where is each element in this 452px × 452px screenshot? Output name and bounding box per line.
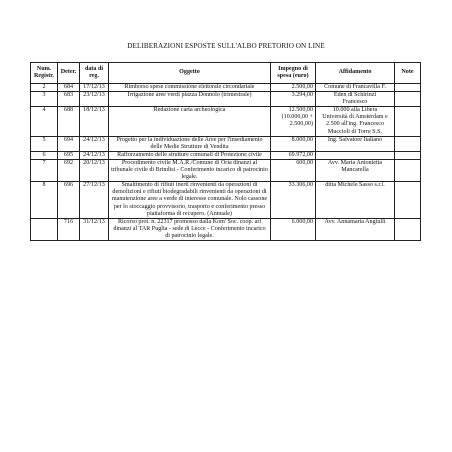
cell-impegno: 2.500,00 — [271, 84, 316, 92]
cell-data: 17/12/13 — [80, 84, 109, 92]
cell-deter: 692 — [58, 159, 80, 181]
cell-oggetto: Progetto per la individuazione delle Aree per l'insediamento delle Medie Strutture di Vendita — [109, 136, 271, 151]
cell-affidamento: Comune di Francavilla F. — [316, 84, 395, 92]
table-row — [31, 107, 421, 136]
cell-affidamento: Avv. Maria Antonietta Mancarella — [316, 159, 395, 181]
table-row — [31, 136, 421, 151]
cell-affidamento — [316, 151, 395, 159]
cell-impegno: 12.500,00 (10.000,00 + 2.500,00) — [271, 107, 316, 136]
cell-note — [395, 84, 421, 92]
cell-affidamento: 10.000 alla Libera Università di Amsterdam e 2.500 all'ing. Francesco Muccioli di Torre S.S. — [316, 107, 395, 136]
cell-deter: 694 — [58, 136, 80, 151]
cell-num: 2 — [31, 84, 58, 92]
cell-impegno: 3.294,00 — [271, 92, 316, 107]
cell-note — [395, 136, 421, 151]
cell-impegno: 33.306,00 — [271, 182, 316, 218]
cell-deter: 696 — [58, 182, 80, 218]
cell-num — [31, 218, 58, 240]
cell-num: 5 — [31, 136, 58, 151]
table-row — [31, 182, 421, 218]
cell-num: 8 — [31, 182, 58, 218]
cell-affidamento: Eden di Schirinzi Francesco — [316, 92, 395, 107]
header-oggetto: Oggetto — [109, 63, 271, 84]
table-body — [31, 84, 421, 241]
header-num: Num. Registr. — [31, 63, 58, 84]
cell-num: 4 — [31, 107, 58, 136]
cell-note — [395, 218, 421, 240]
cell-note — [395, 182, 421, 218]
cell-impegno: 69.972,00 — [271, 151, 316, 159]
cell-num: 6 — [31, 151, 58, 159]
cell-data: 23/12/13 — [80, 92, 109, 107]
cell-oggetto: Redazione carta archeologica — [109, 107, 271, 136]
cell-deter: 716 — [58, 218, 80, 240]
cell-data: 20/12/13 — [80, 159, 109, 181]
deliberations-table — [30, 62, 421, 241]
cell-note — [395, 151, 421, 159]
header-data: data di reg. — [80, 63, 109, 84]
header-row — [31, 63, 421, 84]
cell-data: 24/12/13 — [80, 151, 109, 159]
header-deter: Deter. — [58, 63, 80, 84]
cell-note — [395, 159, 421, 181]
table-row — [31, 151, 421, 159]
cell-note — [395, 92, 421, 107]
table-row — [31, 92, 421, 107]
cell-data: 27/12/13 — [80, 182, 109, 218]
cell-note — [395, 107, 421, 136]
cell-deter: 683 — [58, 92, 80, 107]
cell-affidamento: ditta Michele Sasso s.r.l. — [316, 182, 395, 218]
cell-oggetto: Irrigazione aree verdi piazza Donnolo (trimestrale) — [109, 92, 271, 107]
cell-deter: 695 — [58, 151, 80, 159]
table-row — [31, 218, 421, 240]
cell-num: 7 — [31, 159, 58, 181]
cell-deter: 688 — [58, 107, 80, 136]
cell-data: 24/12/13 — [80, 136, 109, 151]
table-row — [31, 84, 421, 92]
cell-data: 31/12/13 — [80, 218, 109, 240]
header-impegno: Impegno di spesa (euro) — [271, 63, 316, 84]
cell-affidamento: Ing. Salvatore Italiano — [316, 136, 395, 151]
cell-affidamento: Avv. Annamaria Angiulli — [316, 218, 395, 240]
cell-oggetto: Smaltimento di rifiuti inerti rinvenienti da operazioni di demolizioni e rifiuti biodegradabili rinvenienti da operazioni di manutenzione aree a verde di interesse comunale. Nolo cassone per lo stoccaggio provvisorio, trasporto e conferimento presso piattaforma di recupero. (Annuale) — [109, 182, 271, 218]
cell-oggetto: Ricorso prot. n. 22317 promosso dalla Kom' Soc. coop. arl dinanzi al TAR Puglia - sede di Lecce - Conferimento incarico di patrocinio legale. — [109, 218, 271, 240]
table-row — [31, 159, 421, 181]
cell-num: 3 — [31, 92, 58, 107]
cell-impegno: 8.000,00 — [271, 136, 316, 151]
cell-oggetto: Rafforzamento delle strutture comunali di Protezione civile — [109, 151, 271, 159]
header-note: Note — [395, 63, 421, 84]
cell-oggetto: Procedimento civile M.A.R./Comune di Oria dinanzi al tribunale civile di Brindisi - Conferimento incarico di patrocinio legale. — [109, 159, 271, 181]
cell-deter: 684 — [58, 84, 80, 92]
cell-impegno: 6.000,00 — [271, 218, 316, 240]
header-affidamento: Affidamento — [316, 63, 395, 84]
cell-data: 18/12/13 — [80, 107, 109, 136]
cell-impegno: 600,00 — [271, 159, 316, 181]
cell-oggetto: Rimborso spese commissione elettorale circondariale — [109, 84, 271, 92]
document-title: DELIBERAZIONI ESPOSTE SULL'ALBO PRETORIO ON LINE — [127, 42, 325, 50]
